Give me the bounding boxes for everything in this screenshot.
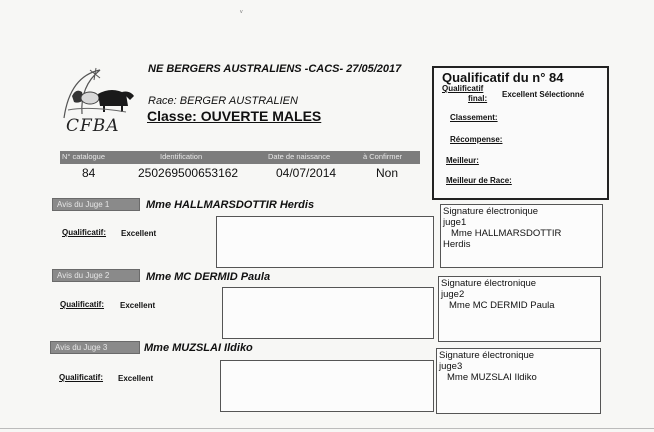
judge-2-qual-label: Qualificatif: — [60, 300, 105, 309]
judge-1-tab: Avis du Juge 1 — [52, 198, 140, 211]
catalog-header: N° catalogue — [62, 152, 106, 161]
judge-2-comment-box — [222, 287, 434, 339]
judge-1-comment-box — [216, 216, 434, 268]
birthdate-value: 04/07/2014 — [276, 166, 337, 180]
judge-1-sig-line1: Mme HALLMARSDOTTIR — [451, 228, 562, 239]
recompense-label: Récompense: — [450, 135, 503, 144]
judge-3-sig-line1: Mme MUZSLAI Ildiko — [447, 372, 537, 383]
final-value: Excellent Sélectionné — [502, 90, 585, 99]
race-label: Race: BERGER AUSTRALIEN — [148, 95, 298, 107]
judge-3-comment-box — [220, 360, 434, 412]
final-label-1: Qualificatif — [442, 84, 484, 93]
logo-text: CFBA — [66, 116, 120, 136]
final-label-2: final: — [468, 94, 488, 103]
judge-3-qual-value: Excellent — [118, 374, 154, 383]
qualificatif-box — [432, 66, 609, 200]
judge-1-signature-box — [440, 204, 603, 268]
judge-2-sig-line1: Mme MC DERMID Paula — [449, 300, 555, 311]
classement-label: Classement: — [450, 113, 498, 122]
qualificatif-title: Qualificatif du n° 84 — [442, 70, 564, 85]
confirm-header: à Confirmer — [363, 152, 403, 161]
confirm-value: Non — [376, 166, 399, 180]
identification-value: 250269500653162 — [138, 166, 239, 180]
judge-2-name: Mme MC DERMID Paula — [146, 271, 271, 283]
judge-1-sig-line2: Herdis — [443, 239, 471, 250]
classe-label: Classe: OUVERTE MALES — [147, 108, 322, 124]
judge-3-sig-juge: juge3 — [439, 361, 463, 372]
catalog-number: 84 — [82, 166, 96, 180]
cfba-logo — [60, 66, 146, 142]
judge-2-signature-box — [438, 276, 601, 342]
scan-mark: ᵛ — [240, 8, 243, 17]
judge-1-qual-value: Excellent — [121, 229, 157, 238]
judge-3-name: Mme MUZSLAI Ildiko — [144, 342, 253, 354]
bottom-divider — [0, 428, 654, 429]
catalog-header-bar — [60, 151, 420, 164]
judge-3-sig-title: Signature électronique — [439, 350, 535, 361]
judge-2-sig-title: Signature électronique — [441, 278, 537, 289]
meilleur-race-label: Meilleur de Race: — [446, 176, 512, 185]
judge-3-tab: Avis du Juge 3 — [50, 341, 140, 354]
meilleur-label: Meilleur: — [446, 156, 479, 165]
judge-2-qual-value: Excellent — [120, 301, 156, 310]
judge-1-sig-title: Signature électronique — [443, 206, 539, 217]
judge-1-name: Mme HALLMARSDOTTIR Herdis — [146, 199, 315, 211]
judge-1-sig-juge: juge1 — [443, 217, 467, 228]
judge-1-qual-label: Qualificatif: — [62, 228, 107, 237]
judge-2-tab: Avis du Juge 2 — [52, 269, 140, 282]
judge-3-qual-label: Qualificatif: — [59, 373, 104, 382]
event-title: NE BERGERS AUSTRALIENS -CACS- 27/05/2017 — [148, 63, 402, 75]
judge-3-signature-box — [436, 348, 601, 414]
judge-2-sig-juge: juge2 — [441, 289, 465, 300]
identification-header: Identification — [160, 152, 203, 161]
birthdate-header: Date de naissance — [268, 152, 331, 161]
